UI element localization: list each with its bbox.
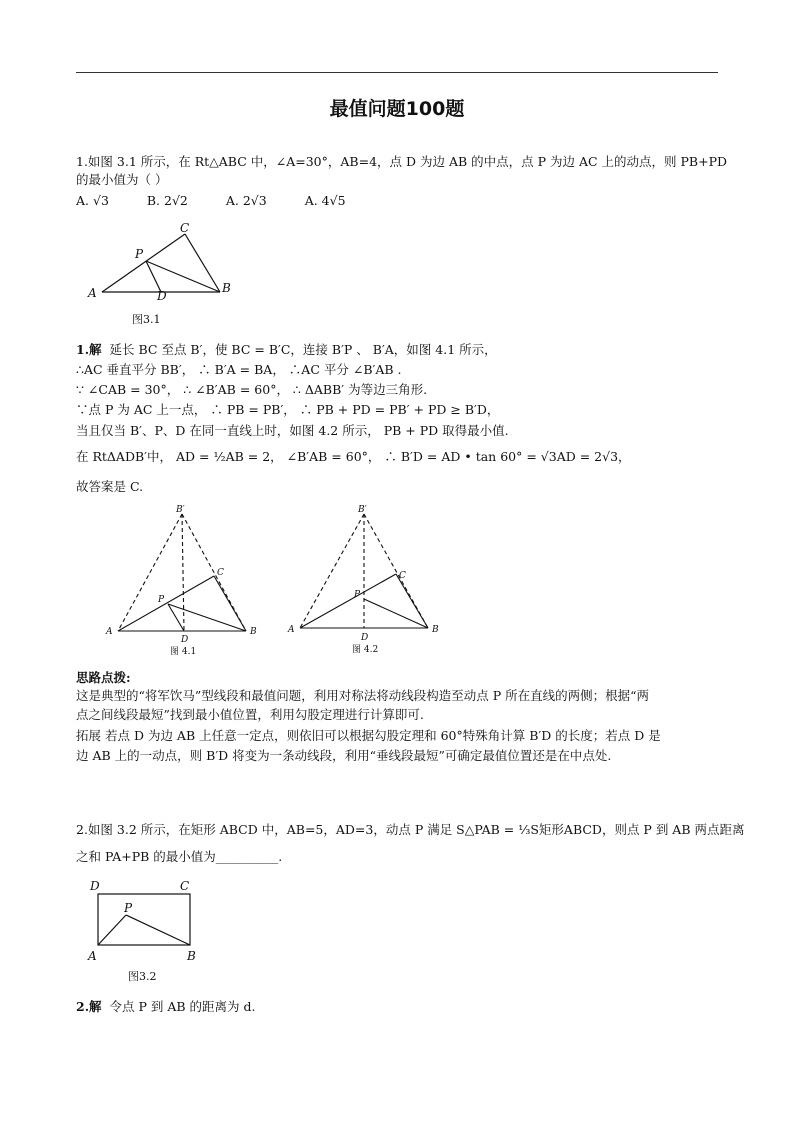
fig41-label-d: D: [181, 635, 189, 645]
q1-option-a: A. √3: [76, 193, 109, 208]
q1-stem-line1: 1.如图 3.1 所示，在 Rt△ABC 中，∠A=30°，AB=4，点 D 为边 AB 的中点，点 P 为边 AC 上的动点，则 PB+PD: [76, 154, 728, 169]
fig42-label-b: B: [432, 625, 439, 635]
fig42-label-bprime: B′: [358, 505, 367, 515]
fig42-label-c: C: [399, 571, 406, 581]
page-title: 最值问题100题: [329, 98, 465, 120]
q1-option-d: A. 4√5: [304, 193, 346, 208]
sol1-line5: 当且仅当 B′、P、D 在同一直线上时，如图 4.2 所示， PB + PD 取得最小值.: [76, 423, 509, 438]
fig32-label-d: D: [90, 879, 100, 893]
sol2-text: 令点 P 到 AB 的距离为 d.: [109, 999, 256, 1014]
q1-option-b: B. 2√2: [146, 193, 188, 208]
fig42-label-p: P: [354, 590, 361, 600]
fig41-label-a: A: [106, 627, 113, 637]
tips-heading: 思路点拨:: [76, 670, 131, 685]
fig42-label-a: A: [288, 625, 295, 635]
tips-line2: 点之间线段最短”找到最小值位置，利用勾股定理进行计算即可.: [76, 707, 424, 722]
sol2-heading: 2.解: [76, 999, 102, 1014]
q1-options: [76, 192, 346, 210]
fig42-label-d: D: [361, 633, 369, 643]
fig32-caption: 图3.2: [128, 970, 157, 983]
tips-line4: 边 AB 上的一动点，则 B′D 将变为一条动线段，利用“垂线段最短”可确定最值位置还是在中点处.: [76, 748, 612, 763]
figure-3-2: [84, 876, 214, 988]
sol2-line: [76, 998, 255, 1016]
sol1-line2: ∴AC 垂直平分 BB′， ∴ B′A = BA， ∴AC 平分 ∠B′AB .: [76, 362, 402, 377]
sol1-line7: 故答案是 C.: [76, 479, 144, 494]
fig32-label-b: B: [187, 949, 196, 963]
fig41-label-c: C: [217, 568, 224, 578]
q1-option-c: A. 2√3: [225, 193, 267, 208]
sol1-line3: ∵ ∠CAB = 30°， ∴ ∠B′AB = 60°， ∴ ΔABB′ 为等边三角形.: [76, 382, 428, 397]
header-rule: [76, 72, 718, 73]
tips-line1: 这是典型的“将军饮马”型线段和最值问题，利用对称法将动线段构造至动点 P 所在直线的两侧；根据“两: [76, 688, 650, 703]
fig32-label-a: A: [88, 949, 97, 963]
figure-3-1: [80, 220, 240, 330]
fig32-label-p: P: [124, 901, 133, 915]
fig31-label-c: C: [180, 221, 190, 235]
fig41-label-bprime: B′: [176, 505, 185, 515]
fig31-label-d: D: [157, 289, 167, 303]
sol1-heading: 1.解: [76, 342, 102, 357]
fig31-label-b: B: [222, 281, 231, 295]
fig31-label-p: P: [135, 247, 144, 261]
fig42-caption: 图 4.2: [352, 645, 379, 655]
fig31-caption: 图3.1: [132, 313, 161, 326]
fig32-label-c: C: [180, 879, 190, 893]
sol1-line6: 在 RtΔADB′中， AD = ½AB = 2， ∠B′AB = 60°， ∴ B′D = AD • tan 60° = √3AD = 2√3，: [76, 449, 631, 464]
fig41-label-p: P: [158, 595, 165, 605]
figure-4-2: [284, 502, 454, 662]
sol1-line4: ∵点 P 为 AC 上一点， ∴ PB = PB′， ∴ PB + PD = PB′ + PD ≥ B′D，: [76, 402, 500, 417]
q2-stem-line2: 之和 PA+PB 的最小值为__________.: [76, 849, 283, 864]
q2-stem-line1: 2.如图 3.2 所示，在矩形 ABCD 中，AB=5，AD=3，动点 P 满足 S△PAB = ⅓S矩形ABCD，则点 P 到 AB 两点距离: [76, 822, 745, 837]
fig41-caption: 图 4.1: [170, 647, 197, 657]
figure-4-1: [100, 502, 270, 662]
q1-stem-line2: 的最小值为（ ）: [76, 172, 168, 187]
fig31-label-a: A: [88, 286, 97, 300]
fig41-label-b: B: [250, 627, 257, 637]
tips-line3: 拓展 若点 D 为边 AB 上任意一定点，则依旧可以根据勾股定理和 60°特殊角计算 B′D 的长度；若点 D 是: [76, 728, 661, 743]
sol1-text1: 延长 BC 至点 B′，使 BC = B′C，连接 B′P 、 B′A，如图 4.1 所示，: [109, 342, 497, 357]
sol1-line1: [76, 341, 497, 359]
